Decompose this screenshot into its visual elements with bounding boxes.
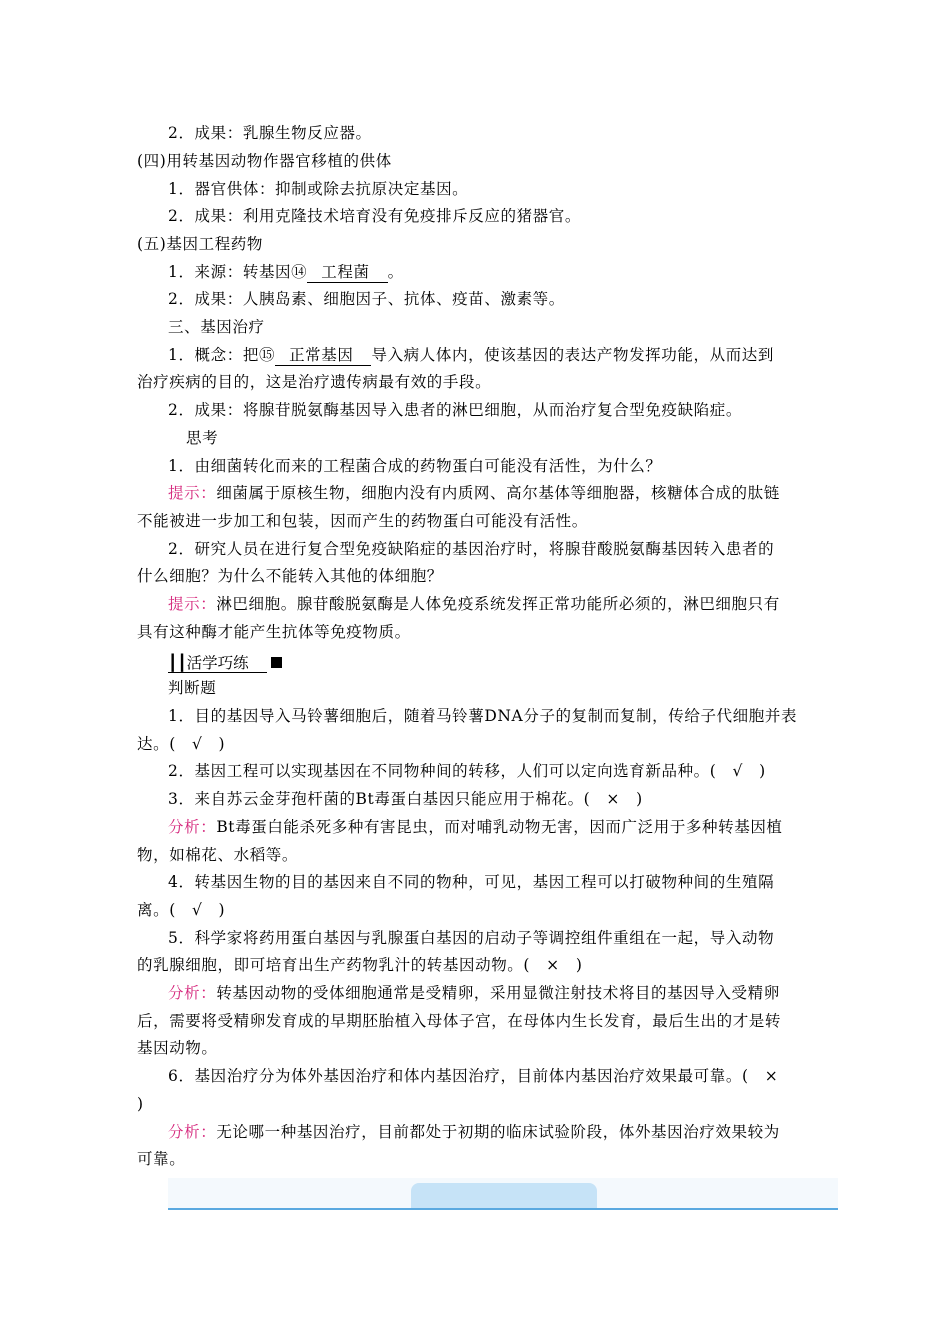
analysis-text: Bt毒蛋白能杀死多种有害昆虫，而对哺乳动物无害，因而广泛用于多种转基因植 xyxy=(216,818,783,836)
subheading: (四)用转基因动物作器官移植的供体 xyxy=(137,152,392,170)
text-line: 基因动物。 xyxy=(137,1039,218,1057)
judgement-item: 2．基因工程可以实现基因在不同物种间的转移，人们可以定向选育新品种。( √ ) xyxy=(168,762,766,780)
judgement-item: 3．来自苏云金芽孢杆菌的Bt毒蛋白基因只能应用于棉花。( × ) xyxy=(168,790,643,808)
section-title-text: 活学巧练 xyxy=(186,654,249,672)
hint-label: 提示： xyxy=(168,484,217,502)
judgement-item: 6．基因治疗分为体外基因治疗和体内基因治疗，目前体内基因治疗效果最可靠。( × xyxy=(168,1067,779,1085)
analysis-label: 分析： xyxy=(168,984,217,1002)
judgement-item: 1．目的基因导入马铃薯细胞后，随着马铃薯DNA分子的复制而复制，传给子代细胞并表 xyxy=(168,707,798,725)
text-line: 2．成果：乳腺生物反应器。 xyxy=(168,124,372,142)
text-line: 不能被进一步加工和包装，因而产生的药物蛋白可能没有活性。 xyxy=(137,512,588,530)
section-bars: ┃┃ xyxy=(168,653,187,672)
text-line: 2．成果：将腺苷脱氨酶基因导入患者的淋巴细胞，从而治疗复合型免疫缺陷症。 xyxy=(168,401,742,419)
analysis-line xyxy=(168,817,818,837)
fill-blank: 正常基因 xyxy=(275,345,371,366)
text-line: 治疗疾病的目的，这是治疗遗传病最有效的手段。 xyxy=(137,373,492,391)
analysis-label: 分析： xyxy=(168,818,217,836)
text-line: ) xyxy=(137,1095,144,1113)
analysis-label: 分析： xyxy=(168,1123,217,1141)
analysis-line xyxy=(168,983,818,1003)
hint-line xyxy=(168,594,818,614)
text-line: 1．器官供体：抑制或除去抗原决定基因。 xyxy=(168,180,469,198)
footer-tab xyxy=(411,1183,597,1209)
text-line xyxy=(168,262,818,283)
text-line: 后，需要将受精卵发育成的早期胚胎植入母体子宫，在母体内生长发育，最后生出的才是转 xyxy=(137,1012,782,1030)
text-line: 离。( √ ) xyxy=(137,901,226,919)
hint-text: 淋巴细胞。腺苷酸脱氨酶是人体免疫系统发挥正常功能所必须的，淋巴细胞只有 xyxy=(216,595,780,613)
question: 2．研究人员在进行复合型免疫缺陷症的基因治疗时，将腺苷酸脱氨酶基因转入患者的 xyxy=(168,540,775,558)
text-line: 具有这种酶才能产生抗体等免疫物质。 xyxy=(137,623,411,641)
analysis-text: 转基因动物的受体细胞通常是受精卵，采用显微注射技术将目的基因导入受精卵 xyxy=(216,984,780,1002)
text-line: 可靠。 xyxy=(137,1150,186,1168)
subheading: 判断题 xyxy=(168,679,217,697)
question: 1．由细菌转化而来的工程菌合成的药物蛋白可能没有活性，为什么？ xyxy=(168,457,662,475)
text-fragment: 导入病人体内，使该基因的表达产物发挥功能，从而达到 xyxy=(371,346,774,364)
text-line: 达。( √ ) xyxy=(137,735,226,753)
judgement-item: 5．科学家将药用蛋白基因与乳腺蛋白基因的启动子等调控组件重组在一起，导入动物 xyxy=(168,929,775,947)
text-line: 什么细胞？为什么不能转入其他的体细胞？ xyxy=(137,567,443,585)
footer-rule xyxy=(168,1208,838,1210)
text-fragment: 。 xyxy=(387,263,404,281)
text-fragment: 1．概念：把⑮ xyxy=(168,346,276,364)
text-fragment: 1．来源：转基因⑭ xyxy=(168,263,308,281)
hint-label: 提示： xyxy=(168,595,217,613)
text-line: 的乳腺细胞，即可培育出生产药物乳汁的转基因动物。( × ) xyxy=(137,956,583,974)
text-line xyxy=(168,345,818,366)
think-heading: 思考 xyxy=(186,429,219,447)
section-title xyxy=(168,653,282,673)
analysis-line xyxy=(168,1122,818,1142)
analysis-text: 无论哪一种基因治疗，目前都处于初期的临床试验阶段，体外基因治疗效果较为 xyxy=(216,1123,780,1141)
subheading: (五)基因工程药物 xyxy=(137,235,263,253)
square-icon xyxy=(271,657,282,668)
text-line: 物，如棉花、水稻等。 xyxy=(137,846,299,864)
judgement-item: 4．转基因生物的目的基因来自不同的物种，可见，基因工程可以打破物种间的生殖隔 xyxy=(168,873,775,891)
hint-line xyxy=(168,483,818,503)
section-heading: 三、基因治疗 xyxy=(168,318,265,336)
fill-blank: 工程菌 xyxy=(307,262,387,283)
text-line: 2．成果：利用克隆技术培育没有免疫排斥反应的猪器官。 xyxy=(168,207,581,225)
text-line: 2．成果：人胰岛素、细胞因子、抗体、疫苗、激素等。 xyxy=(168,290,565,308)
hint-text: 细菌属于原核生物，细胞内没有内质网、高尔基体等细胞器，核糖体合成的肽链 xyxy=(216,484,780,502)
